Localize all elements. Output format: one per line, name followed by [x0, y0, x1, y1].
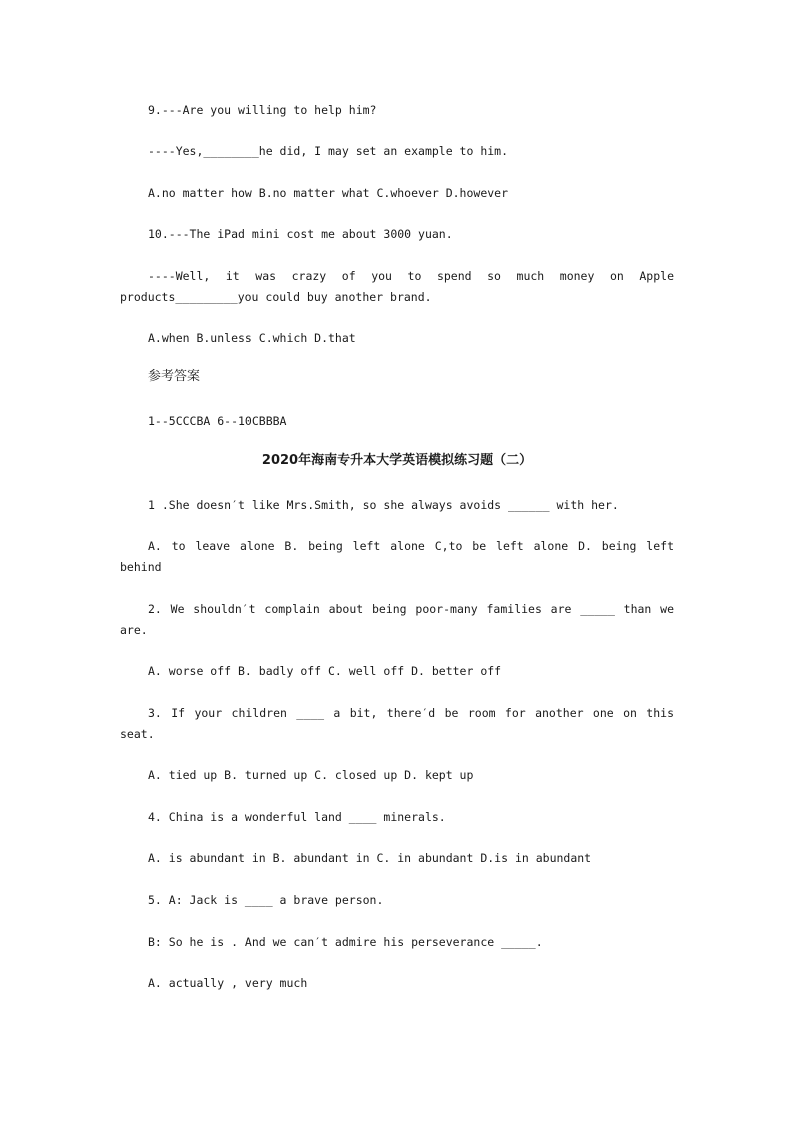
- question-5-line-b: B: So he is . And we can′t admire his perseverance _____.: [148, 935, 543, 949]
- question-4-stem: 4. China is a wonderful land ____ minerals.: [148, 810, 446, 824]
- question-2-options: A. worse off B. badly off C. well off D. better off: [148, 664, 502, 678]
- question-1-stem: 1 .She doesn′t like Mrs.Smith, so she always avoids ______ with her.: [148, 498, 619, 512]
- question-10-reply-line-2: products_________you could buy another brand.: [120, 290, 432, 304]
- question-3-options: A. tied up B. turned up C. closed up D. kept up: [148, 768, 474, 782]
- question-9-reply: ----Yes,________he did, I may set an example to him.: [148, 144, 509, 158]
- question-3-stem-line-1: 3. If your children ____ a bit, there′d be room for another one on this: [148, 706, 674, 720]
- question-3-stem-line-2: seat.: [120, 727, 155, 741]
- question-1-options-line-2: behind: [120, 560, 162, 574]
- question-5-option-a: A. actually , very much: [148, 976, 308, 990]
- question-4-options: A. is abundant in B. abundant in C. in abundant D.is in abundant: [148, 851, 592, 865]
- answer-heading: 参考答案: [148, 369, 201, 384]
- section-title: 2020年海南专升本大学英语模拟练习题（二）: [261, 453, 533, 468]
- question-1-options-line-1: A. to leave alone B. being left alone C,to be left alone D. being left: [148, 539, 674, 553]
- question-9-options: A.no matter how B.no matter what C.whoever D.however: [148, 186, 509, 200]
- question-2-stem-line-2: are.: [120, 623, 148, 637]
- question-10-options: A.when B.unless C.which D.that: [148, 331, 356, 345]
- question-10-reply-line-1: ----Well, it was crazy of you to spend so much money on Apple: [148, 269, 674, 283]
- question-9-prompt: 9.---Are you willing to help him?: [148, 103, 377, 117]
- answer-key: 1--5CCCBA 6--10CBBBA: [148, 414, 287, 428]
- question-5-line-a: 5. A: Jack is ____ a brave person.: [148, 893, 384, 907]
- question-10-prompt: 10.---The iPad mini cost me about 3000 yuan.: [148, 227, 453, 241]
- question-2-stem-line-1: 2. We shouldn′t complain about being poor-many families are _____ than we: [148, 602, 674, 616]
